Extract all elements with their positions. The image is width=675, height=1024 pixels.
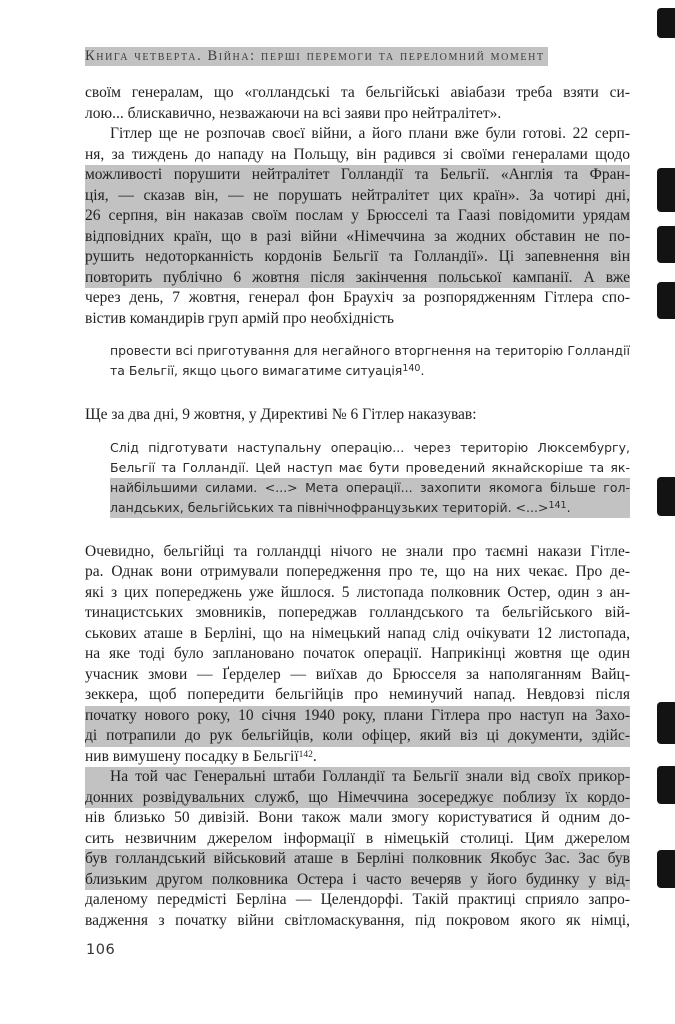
text-line xyxy=(85,165,630,186)
text-line xyxy=(110,498,630,518)
page-content xyxy=(85,83,630,931)
line-text: початку нового року, 10 січня 1940 року, плани Гітлера про наступ на Захо- xyxy=(85,706,630,724)
text-line xyxy=(110,438,630,458)
line-text: . xyxy=(566,499,571,515)
paragraph xyxy=(85,405,630,426)
line-text: які з цих попереджень уже йшлося. 5 листопада полковник Остер, один з ан- xyxy=(85,583,630,601)
highlight-edge-marker xyxy=(657,477,675,516)
highlight-edge-marker xyxy=(657,226,675,263)
line-text: та Бельгії, якщо цього вимагатиме ситуація xyxy=(110,363,403,378)
text-line xyxy=(85,870,630,891)
line-text: нив вимушену посадку в Бельгії xyxy=(85,747,299,765)
text-line xyxy=(85,747,630,768)
running-header xyxy=(85,48,630,65)
line-text: ландських, бельгійських та північнофранцузьких територій. <...> xyxy=(110,499,549,515)
text-line xyxy=(85,104,630,125)
text-line xyxy=(85,268,630,289)
text-line xyxy=(85,309,630,330)
text-line xyxy=(85,145,630,166)
line-text: На той час Генеральні штаби Голландії та Бельгії знали від своїх прикор- xyxy=(110,768,630,785)
text-line xyxy=(85,206,630,227)
line-text: своїм генералам, що «голландські та бельгійські авіабази треба взяти си- xyxy=(85,84,630,101)
text-line xyxy=(85,124,630,145)
text-line xyxy=(85,583,630,604)
text-line xyxy=(85,911,630,932)
line-text: провести всі приготування для негайного вторгнення на територію Голландії xyxy=(110,343,630,358)
block-quote xyxy=(110,438,630,518)
text-line xyxy=(110,458,630,478)
text-line xyxy=(85,829,630,850)
line-text: ня, за тиждень до нападу на Польщу, він радився зі своїми генералами щодо xyxy=(85,145,630,163)
text-line xyxy=(85,706,630,727)
line-text: зеккера, щоб попередити бельгійців про неминучий напад. Невдовзі після xyxy=(85,686,630,703)
line-text: Ще за два дні, 9 жовтня, у Директиві № 6 Гітлер наказував: xyxy=(85,406,477,423)
paragraph xyxy=(85,542,630,768)
line-text: нів близько 50 дивізій. Вони також мали змогу користуватися й одним до- xyxy=(85,809,630,826)
line-text: . xyxy=(312,747,317,765)
paragraph xyxy=(85,767,630,931)
text-line xyxy=(85,788,630,809)
text-line xyxy=(85,624,630,645)
footnote-reference: 141 xyxy=(548,499,567,511)
text-line xyxy=(85,644,630,665)
highlight-edge-marker xyxy=(657,8,675,38)
footnote-reference: 142 xyxy=(298,749,313,760)
highlight-edge-marker xyxy=(657,766,675,804)
block-quote xyxy=(110,341,630,381)
paragraph xyxy=(85,124,630,329)
highlight-edge-marker xyxy=(657,282,675,319)
highlight-edge-marker xyxy=(657,850,675,888)
line-text: Гітлер ще не розпочав своєї війни, а його плани вже були готові. 22 серп- xyxy=(110,125,630,142)
line-text: 26 серпня, він наказав своїм послам у Брюсселі та Гаазі повідомити урядам xyxy=(85,207,630,224)
line-text: вістив командирів груп армій про необхідність xyxy=(85,309,394,327)
line-text: Очевидно, бельгійці та голландці нічого не знали про таємні накази Гітле- xyxy=(85,542,630,560)
line-text: ськових аташе в Берліні, що на німецький напад слід очікувати 12 листопада, xyxy=(85,624,630,642)
line-text: Бельгії та Голландії. Цей наступ має бути проведений якнайскоріше та як- xyxy=(110,459,630,475)
line-text: вадження з початку війни світломаскування, під покровом якого як німці, xyxy=(85,911,630,929)
line-text: на яке тоді було заплановано початок операції. Наприкінці жовтня ще один xyxy=(85,645,630,662)
text-line xyxy=(110,341,630,361)
text-line xyxy=(85,83,630,104)
line-text: донних розвідувальних служб, що Німеччина зосереджує поблизу їх кордо- xyxy=(85,788,630,806)
line-text: тинацистських змовників, попереджав голландського та бельгійського вій- xyxy=(85,604,630,621)
running-header-text: Книга четверта. Війна: перші перемоги та переломний момент xyxy=(85,47,548,66)
text-line xyxy=(85,665,630,686)
line-text: Слід підготувати наступальну операцію... через територію Люксембургу, xyxy=(110,439,630,455)
text-line xyxy=(85,227,630,248)
text-line xyxy=(85,767,630,788)
line-text: сить незвичним джерелом інформації в німецькій столиці. Цим джерелом xyxy=(85,829,630,847)
text-line xyxy=(85,808,630,829)
line-text: близьким другом полковника Остера і часто вечеряв у його будинку у від- xyxy=(85,870,630,888)
line-text: учасник змови — Ґерделер — виїхав до Брюсселя за наполяганням Вайц- xyxy=(85,665,630,683)
text-line xyxy=(85,186,630,207)
line-text: даленому передмісті Берліна — Целендорфі. Такій практиці сприяло запро- xyxy=(85,891,630,908)
text-line xyxy=(85,542,630,563)
line-text: через день, 7 жовтня, генерал фон Браухіч за розпорядженням Гітлера спо- xyxy=(85,289,630,306)
line-text: відповідних країн, що в разі війни «Німеччина за жодних обставин не по- xyxy=(85,227,630,245)
text-line xyxy=(85,849,630,870)
text-line xyxy=(110,478,630,498)
line-text: . xyxy=(420,363,425,378)
text-line xyxy=(85,726,630,747)
text-line xyxy=(85,288,630,309)
line-text: можливості порушити нейтралітет Голландії та Бельгії. «Англія та Фран- xyxy=(85,166,630,183)
line-text: лою... блискавично, незважаючи на всі заяви про нейтралітет». xyxy=(85,104,502,122)
line-text: ція, — сказав він, — не порушать нейтралітет цих країн». За чотирі дні, xyxy=(85,186,630,204)
text-line xyxy=(85,603,630,624)
text-line xyxy=(110,361,630,381)
text-line xyxy=(85,247,630,268)
line-text: ді потрапили до рук бельгійців, коли офіцер, який віз ці документи, здійс- xyxy=(85,727,630,744)
footnote-reference: 140 xyxy=(402,363,421,374)
text-line xyxy=(85,890,630,911)
line-text: повторить публічно 6 жовтня після закінчення польської кампанії. А вже xyxy=(85,268,630,286)
highlight-edge-marker xyxy=(657,168,675,212)
line-text: рушить недоторканність кордонів Бельгії та Голландії». Ці запевнення він xyxy=(85,248,630,265)
line-text: ра. Однак вони отримували попередження про те, що на них чекає. Про де- xyxy=(85,563,630,580)
highlight-edge-marker xyxy=(657,702,675,744)
line-text: був голландський військовий аташе в Берліні полковник Якобус Зас. Зас був xyxy=(85,850,630,867)
text-line xyxy=(85,685,630,706)
page-number: 106 xyxy=(86,942,116,958)
text-line xyxy=(85,562,630,583)
line-text: найбільшими силами. <...> Мета операції... захопити якомога більше гол- xyxy=(110,479,630,495)
paragraph xyxy=(85,83,630,124)
text-line xyxy=(85,405,630,426)
